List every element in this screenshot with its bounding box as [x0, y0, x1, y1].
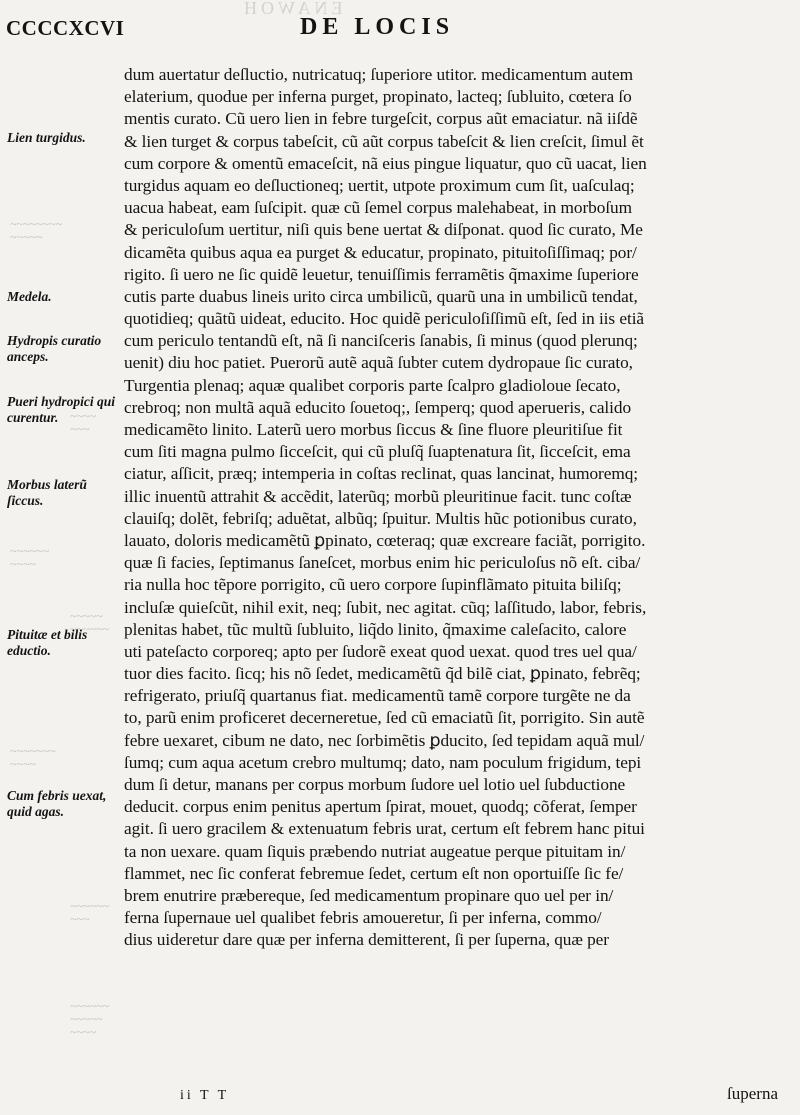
text-line: tuor dies facito. ſicq; his nõ ſedet, medicamẽtũ q̃d bilẽ ciat, ꝑpinato, febrẽq; — [124, 664, 641, 684]
text-line: flammet, nec ſic conferat febremue ſedet, certum eſt non oportuiſſe ſic fe/ — [124, 863, 624, 883]
text-line: cum periculo tentandũ eſt, nã ſi nanciſceris ſanabis, ſi minus (quod plerunq; — [124, 331, 638, 351]
margin-note: Hydropis curatio anceps. — [7, 333, 102, 364]
show-through-note: ~~~~~~~ ~~~~ — [10, 744, 56, 771]
text-line: plenitas habet, tũc multũ ſubluito, liq̃do linito, q̃maxime caleſacito, calore — [124, 619, 627, 639]
text-line: illic inuentũ attrahit & accẽdit, laterũq; morbũ pleuritinue facit. tunc coſtæ — [124, 486, 632, 506]
text-line: crebroq; non multã aquã educito ſouetoq;, ſemperq; quod aperueris, calido — [124, 397, 632, 417]
text-line: dius uideretur dare quæ per inferna demitterent, ſi per ſuperna, quæ per — [124, 930, 609, 950]
text-line: clauiſq; dolẽt, febriſq; aduẽtat, albũq; ſpuitur. Multis hũc potionibus curato, — [124, 508, 637, 528]
text-line: medicamẽto linito. Laterũ uero morbus ſiccus & ſine fluore pleuritiſue fit — [124, 420, 623, 439]
text-line: ferna ſupernaue uel qualibet febris amoueretur, ſi per inferna, commo/ — [124, 908, 602, 928]
text-line: quotidieq; quãtũ uideat, educito. Hoc quidẽ periculoſiſſimũ eſt, ſed in iis etiã — [124, 309, 645, 329]
page-number: CCCCXCVI — [6, 16, 125, 40]
text-line: ria nulla hoc tẽpore porrigito, cũ uero corpore ſupinflãmato pituita biliſq; — [124, 575, 622, 595]
margin-note: Pueri hydropici qui curentur. — [7, 394, 116, 425]
margin-note: Lien turgidus. — [7, 130, 86, 145]
text-line: elaterium, quodue per inferna purget, propinato, lacteq; ſubluito, cœtera ſo — [124, 87, 632, 107]
text-line: cum ſiti magna pulmo ſicceſcit, qui cũ pluſq̃ ſuaptenatura ſit, ſicceſcit, ema — [124, 442, 631, 462]
show-through-note: ~~~~~~~~ ~~~~~ — [10, 217, 62, 244]
text-line: agit. ſi uero gracilem & extenuatum febris urat, certum eſt febrem hanc pitui — [124, 819, 645, 839]
text-line: ta non uexare. quam ſiquis præbendo nutriat augeatue perque pituitam in/ — [124, 841, 626, 861]
show-through-note: ~~~~~~ ~~~~ — [10, 544, 49, 571]
text-line: & lien turget & corpus tabeſcit, cũ aũt corpus tabeſcit & lien creſcit, ſimul ẽt — [124, 131, 644, 151]
text-line: & periculoſum uertitur, niſi quis bene uertat & diſponat. quod ſic curato, Me — [124, 220, 643, 240]
text-line: ſumq; cum aqua acetum crebro multumq; dato, nam poculum frigidum, tepi — [124, 752, 642, 772]
text-line: turgidus aquam eo deſluctioneq; uertit, utpote proximum cum ſit, uaſculaq; — [124, 175, 635, 195]
text-line: mentis curato. Cũ uero lien in febre turgeſcit, corpus aũt emaciatur. nã iiſdẽ — [124, 109, 638, 129]
text-line: febre uexaret, cibum ne dato, nec ſorbimẽtis ꝑducito, ſed tepidam aquã mul/ — [124, 730, 645, 750]
show-through-note: ~~~~ ~~~ — [70, 409, 96, 436]
text-line: quæ ſi facies, ſeptimanus ſaneſcet, morbus enim hic periculoſus nõ eſt. ciba/ — [124, 553, 641, 573]
running-title: DE LOCIS — [300, 14, 455, 40]
main-text-block — [124, 64, 784, 952]
margin-note: Cum febris uexat, quid agas. — [7, 788, 107, 819]
text-line: uti pateſacto corporeq; apto per ſudorẽ exeat quod uexat. quod tres uel qua/ — [124, 641, 637, 661]
show-through-note: ~~~~~~ ~~~ — [70, 899, 109, 926]
catchword: ſuperna — [727, 1084, 778, 1103]
text-line: to, parũ enim proficeret decerneretue, ſed cũ emaciatũ ſit, porrigito. Sin autẽ — [124, 708, 645, 728]
text-line: incluſæ quieſcũt, nihil exit, neq; ſubit, nec agitat. cũq; laſſitudo, labor, febris, — [124, 597, 647, 617]
text-line: uacua habeat, eam ſuſcipit. quæ cũ ſemel corpus malehabeat, in morboſum — [124, 198, 632, 218]
show-through-note: ~~~~~ ~~~~~~ — [70, 609, 109, 636]
margin-note: Morbus laterũ ſiccus. — [7, 477, 87, 508]
text-line: refrigerato, priuſq̃ quartanus fiat. medicamentũ tamẽ corpore turgẽte ne da — [124, 686, 631, 706]
signature-mark: ii T T — [180, 1088, 230, 1103]
margin-note: Medela. — [7, 289, 52, 304]
text-line: dicamẽta quibus aqua ea purget & educatur, propinato, pituitoſiſſimaq; por/ — [124, 242, 637, 262]
show-through-note: ~~~~~~ ~~~~~ ~~~~ — [70, 999, 109, 1039]
text-line: brem enutrire præbereque, ſed medicamentum propinare quo uel per in/ — [124, 885, 614, 905]
text-line: cutis parte duabus lineis urito circa umbilicũ, quarũ una in umbilicũ tendat, — [124, 286, 638, 306]
margin-note: Pituitæ et bilis eductio. — [7, 627, 88, 658]
text-line: ciatur, aſſicit, præq; intemperia in coſtas reclinat, quas lancinat, humoremq; — [124, 464, 639, 484]
text-line: lauato, doloris medicamẽtũ ꝑpinato, cœteraq; quæ excreare faciãt, porrigito. — [124, 530, 646, 550]
text-line: dum auertatur deſluctio, nutricatuq; ſuperiore utitor. medicamentum autem — [124, 65, 633, 84]
text-line: uenit) diu hoc patiet. Puerorũ autẽ aquã ſubter cutem dydropaue ſic curato, — [124, 353, 633, 373]
text-line: rigito. ſi uero ne ſic quidẽ leuetur, tenuiſſimis ferramẽtis q̃maxime ſuperiore — [124, 264, 639, 284]
text-line: dum ſi detur, manans per corpus morbum ſudore uel lotio uel ſubductione — [124, 775, 626, 794]
text-line: deducit. corpus enim penitus apertum ſpirat, mouet, quodq; cõferat, ſemper — [124, 797, 637, 817]
show-through-header: ENAWOH — [240, 0, 343, 18]
text-line: cum corpore & omentũ emaceſcit, nã eius pingue liquatur, quo cũ uacat, lien — [124, 153, 647, 173]
text-line: Turgentia plenaq; aquæ qualibet corporis parte ſcalpro gladioloue ſecato, — [124, 375, 621, 395]
